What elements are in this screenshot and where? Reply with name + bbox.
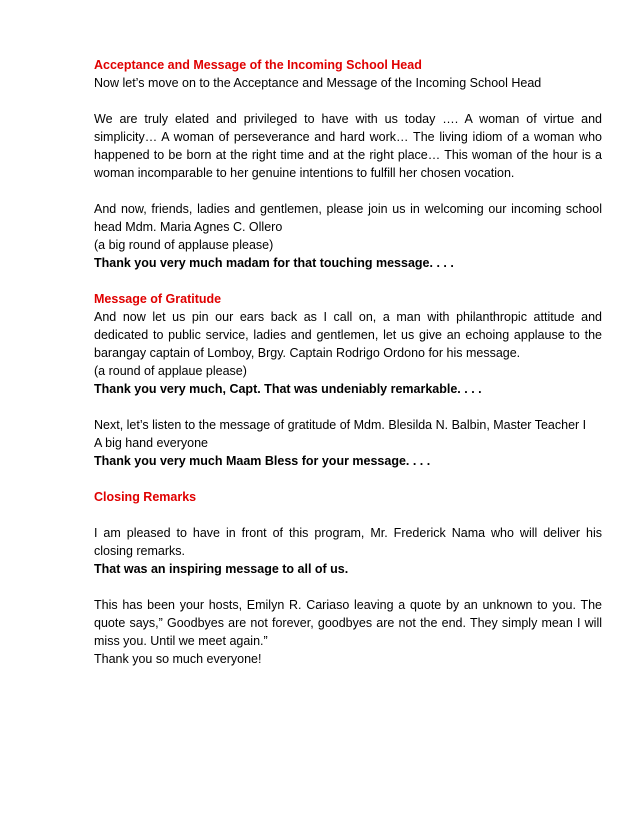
gratitude-thanks-2: Thank you very much Maam Bless for your message. . . . <box>94 454 431 468</box>
section-heading-gratitude: Message of Gratitude <box>94 292 222 306</box>
acceptance-paragraph: We are truly elated and privileged to have with us today …. A woman of virtue and simplicity… A woman of perseverance and hard work… The living idiom of a woman who happened to be born at the right time and at the right place… This woman of the hour is a woman incomparable to her genuine intentions to fulfill her chosen vocation. <box>94 112 602 180</box>
closing-thanks: That was an inspiring message to all of us. <box>94 562 349 576</box>
closing-paragraph: I am pleased to have in front of this program, Mr. Frederick Nama who will deliver his closing remarks. <box>94 526 602 558</box>
gratitude-next: Next, let’s listen to the message of gratitude of Mdm. Blesilda N. Balbin, Master Teacher I <box>94 418 587 432</box>
gratitude-paragraph: And now let us pin our ears back as I call on, a man with philanthropic attitude and dedicated to public service, ladies and gentlemen, let us give an echoing applause to the barangay captain of Lomboy, Brgy. Captain Rodrigo Ordono for his message. <box>94 310 602 360</box>
gratitude-applause: (a round of applaue please) <box>94 364 247 378</box>
closing-final: Thank you so much everyone! <box>94 652 262 666</box>
section-heading-closing: Closing Remarks <box>94 490 197 504</box>
acceptance-welcome: And now, friends, ladies and gentlemen, please join us in welcoming our incoming school head Mdm. Maria Agnes C. Ollero <box>94 202 602 234</box>
document-page <box>94 56 602 668</box>
section-heading-acceptance: Acceptance and Message of the Incoming School Head <box>94 58 422 72</box>
gratitude-hand: A big hand everyone <box>94 436 208 450</box>
acceptance-intro: Now let’s move on to the Acceptance and Message of the Incoming School Head <box>94 76 542 90</box>
gratitude-thanks: Thank you very much, Capt. That was undeniably remarkable. . . . <box>94 382 482 396</box>
acceptance-applause: (a big round of applause please) <box>94 238 274 252</box>
closing-quote: This has been your hosts, Emilyn R. Cariaso leaving a quote by an unknown to you. The quote says,” Goodbyes are not forever, goodbyes are not the end. They simply mean I will miss you. Until we meet again.” <box>94 598 602 648</box>
acceptance-thanks: Thank you very much madam for that touching message. . . . <box>94 256 454 270</box>
